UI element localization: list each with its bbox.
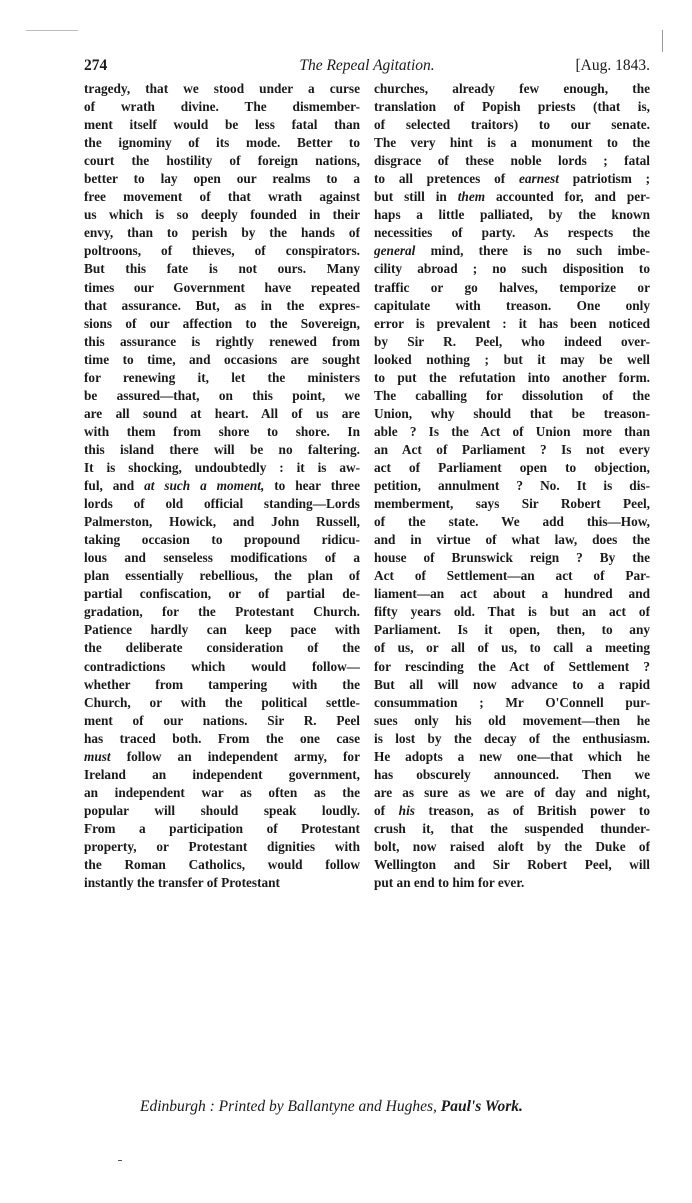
- text-run: sues only his old movement—then he: [374, 712, 650, 728]
- text-run: of wrath divine. The dismember-: [84, 99, 360, 115]
- text-line: [374, 820, 650, 838]
- text-run: cility abroad ; no such disposition to: [374, 261, 650, 277]
- text-line: [374, 603, 650, 621]
- text-run: contradictions which would follow—: [84, 658, 360, 674]
- text-line: [374, 116, 650, 134]
- scan-edge-mark: [662, 30, 663, 52]
- page-number: 274: [84, 57, 108, 74]
- text-line: [84, 260, 360, 278]
- text-run: poltroons, of thieves, of conspirators.: [84, 243, 360, 259]
- text-line: [84, 802, 360, 820]
- text-run: tragedy, that we stood under a curse: [84, 81, 360, 96]
- text-line: [374, 658, 650, 676]
- text-run: plan essentially rebellious, the plan of: [84, 568, 360, 584]
- text-line: [374, 242, 650, 260]
- text-run: From a participation of Protestant: [84, 820, 360, 836]
- text-line: [84, 513, 360, 531]
- italic-phrase: at such a moment,: [144, 478, 265, 494]
- text-line: [374, 531, 650, 549]
- text-run: bolt, now raised aloft by the Duke of: [374, 838, 650, 854]
- text-line: [374, 856, 650, 874]
- text-run: property, or Protestant dignities with: [84, 838, 360, 854]
- text-line: [374, 206, 650, 224]
- issue-date: [Aug. 1843.: [575, 57, 650, 74]
- text-line: [374, 730, 650, 748]
- scan-edge-mark: [26, 30, 78, 31]
- italic-phrase: his: [398, 802, 415, 818]
- text-run: Patience hardly can keep pace with: [84, 622, 360, 638]
- text-line: [84, 585, 360, 603]
- text-line: [84, 603, 360, 621]
- text-line: [84, 387, 360, 405]
- text-run: ment of our nations. Sir R. Peel: [84, 712, 360, 728]
- text-line: [84, 441, 360, 459]
- text-line: [84, 766, 360, 784]
- text-run: capitulate with treason. One only: [374, 297, 650, 313]
- text-run: accounted for, and per-: [485, 189, 650, 205]
- scan-edge-mark: [118, 1160, 122, 1161]
- text-line: [374, 134, 650, 152]
- text-line: [374, 766, 650, 784]
- text-line: [374, 784, 650, 802]
- text-line: [374, 405, 650, 423]
- text-run: put an end to him for ever.: [374, 875, 525, 891]
- imprint-works: Paul's Work.: [440, 1098, 523, 1115]
- text-line: [84, 784, 360, 802]
- text-run: translation of Popish priests (that is,: [374, 99, 650, 115]
- text-run: of us, or all of us, to call a meeting: [374, 640, 650, 656]
- italic-phrase: earnest: [519, 171, 559, 187]
- text-line: [374, 387, 650, 405]
- italic-phrase: must: [84, 748, 111, 764]
- right-text-column: [374, 80, 650, 892]
- text-run: of the state. We add this—How,: [374, 514, 650, 530]
- text-run: house of Brunswick reign ? By the: [374, 550, 650, 566]
- text-line: [84, 423, 360, 441]
- text-run: this assurance is rightly renewed from: [84, 333, 360, 349]
- text-line: [84, 116, 360, 134]
- text-line: [374, 477, 650, 495]
- text-run: traffic or go halves, temporize or: [374, 279, 650, 295]
- text-run: But this fate is not ours. Many: [84, 261, 360, 277]
- text-run: has obscurely announced. Then we: [374, 766, 650, 782]
- text-line: [374, 495, 650, 513]
- text-run: He adopts a new one—that which he: [374, 748, 650, 764]
- imprint-printer: Printed by Ballantyne and Hughes,: [218, 1098, 437, 1115]
- text-run: are as sure as we are of day and night,: [374, 784, 650, 800]
- text-line: [84, 856, 360, 874]
- text-run: follow an independent army, for: [110, 748, 360, 764]
- text-run: are all sound at heart. All of us are: [84, 405, 360, 421]
- text-run: is lost by the decay of the enthusiasm.: [374, 730, 650, 746]
- text-line: [374, 333, 650, 351]
- text-line: [84, 242, 360, 260]
- text-run: The caballing for dissolution of the: [374, 387, 650, 403]
- text-line: [374, 549, 650, 567]
- text-line: [374, 513, 650, 531]
- text-line: [374, 567, 650, 585]
- text-run: of: [374, 802, 399, 818]
- text-line: [374, 838, 650, 856]
- text-run: Act of Settlement—an act of Par-: [374, 568, 650, 584]
- text-run: envy, than to perish by the hands of: [84, 225, 360, 241]
- italic-phrase: general: [374, 243, 416, 259]
- text-run: Union, why should that be treason-: [374, 405, 650, 421]
- text-run: by Sir R. Peel, who indeed over-: [374, 333, 650, 349]
- text-run: times our Government have repeated: [84, 279, 360, 295]
- text-line: [374, 874, 650, 892]
- text-run: memberment, says Sir Robert Peel,: [374, 496, 650, 512]
- text-run: But all will now advance to a rapid: [374, 676, 650, 692]
- text-line: [374, 639, 650, 657]
- text-run: Ireland an independent government,: [84, 766, 360, 782]
- running-title: The Repeal Agitation.: [299, 57, 435, 74]
- text-line: [84, 297, 360, 315]
- text-run: instantly the transfer of Protestant: [84, 875, 280, 891]
- text-line: [84, 874, 360, 892]
- text-run: whether from tampering with the: [84, 676, 360, 692]
- left-text-column: [84, 80, 360, 892]
- text-line: [374, 585, 650, 603]
- text-line: [374, 748, 650, 766]
- text-run: crush it, that the suspended thunder-: [374, 820, 650, 836]
- text-run: taking occasion to propound ridicu-: [84, 532, 360, 548]
- text-run: patriotism ;: [558, 171, 650, 187]
- text-line: [374, 369, 650, 387]
- text-run: disgrace of these noble lords ; fatal: [374, 153, 650, 169]
- text-line: [84, 333, 360, 351]
- text-line: [84, 495, 360, 513]
- text-line: [374, 279, 650, 297]
- text-line: [84, 188, 360, 206]
- text-run: for renewing it, let the ministers: [84, 369, 360, 385]
- text-run: this island there will be no faltering.: [84, 441, 360, 457]
- imprint-place: Edinburgh :: [140, 1098, 215, 1115]
- text-run: Church, or with the political settle-: [84, 694, 360, 710]
- text-line: [84, 658, 360, 676]
- text-line: [374, 441, 650, 459]
- text-run: It is shocking, undoubtedly : it is aw-: [84, 459, 360, 475]
- text-run: the deliberate consideration of the: [84, 640, 360, 656]
- text-run: treason, as of British power to: [414, 802, 650, 818]
- text-line: [84, 351, 360, 369]
- text-line: [374, 423, 650, 441]
- text-line: [374, 260, 650, 278]
- text-run: court the hostility of foreign nations,: [84, 153, 360, 169]
- text-line: [374, 315, 650, 333]
- text-line: [84, 369, 360, 387]
- text-line: [84, 279, 360, 297]
- text-line: [84, 206, 360, 224]
- text-run: and in virtue of what law, does the: [374, 532, 650, 548]
- text-line: [84, 712, 360, 730]
- text-run: The very hint is a monument to the: [374, 135, 650, 151]
- text-run: free movement of that wrath against: [84, 189, 360, 205]
- text-run: partial confiscation, or of partial de-: [84, 586, 360, 602]
- text-line: [84, 224, 360, 242]
- text-line: [84, 820, 360, 838]
- text-line: [374, 712, 650, 730]
- text-run: the ignominy of its mode. Better to: [84, 135, 360, 151]
- text-line: [84, 152, 360, 170]
- text-run: to hear three: [264, 478, 360, 494]
- text-run: sions of our affection to the Sovereign,: [84, 315, 360, 331]
- text-line: [374, 98, 650, 116]
- text-run: error is prevalent : it has been noticed: [374, 315, 650, 331]
- text-run: better to lay open our realms to a: [84, 171, 360, 187]
- text-run: consummation ; Mr O'Connell pur-: [374, 694, 650, 710]
- text-run: fifty years old. That is but an act of: [374, 604, 650, 620]
- text-line: [84, 134, 360, 152]
- text-run: liament—an act about a hundred and: [374, 586, 650, 602]
- text-run: lous and senseless modifications of a: [84, 550, 360, 566]
- printer-imprint: [140, 1098, 600, 1116]
- text-run: gradation, for the Protestant Church.: [84, 604, 360, 620]
- text-run: with them from shore to shore. In: [84, 423, 360, 439]
- text-line: [374, 621, 650, 639]
- text-run: that assurance. But, as in the expres-: [84, 297, 360, 313]
- text-run: haps a little palliated, by the known: [374, 207, 650, 223]
- text-line: [84, 170, 360, 188]
- text-line: [374, 170, 650, 188]
- text-line: [84, 98, 360, 116]
- text-line: [374, 297, 650, 315]
- text-line: [374, 351, 650, 369]
- text-run: Parliament. Is it open, then, to any: [374, 622, 650, 638]
- text-run: Palmerston, Howick, and John Russell,: [84, 514, 360, 530]
- text-line: [84, 315, 360, 333]
- text-run: popular will should speak loudly.: [84, 802, 360, 818]
- text-run: an Act of Parliament ? Is not every: [374, 441, 650, 457]
- text-line: [374, 459, 650, 477]
- text-line: [374, 80, 650, 98]
- text-line: [84, 80, 360, 98]
- text-line: [84, 477, 360, 495]
- text-run: churches, already few enough, the: [374, 81, 650, 96]
- text-line: [84, 676, 360, 694]
- text-run: necessities of party. As respects the: [374, 225, 650, 241]
- text-run: act of Parliament open to objection,: [374, 459, 650, 475]
- text-line: [84, 748, 360, 766]
- text-run: to put the refutation into another form.: [374, 369, 650, 385]
- text-run: an independent war as often as the: [84, 784, 360, 800]
- text-line: [84, 730, 360, 748]
- text-line: [374, 676, 650, 694]
- text-line: [84, 405, 360, 423]
- text-line: [374, 188, 650, 206]
- text-line: [84, 549, 360, 567]
- text-run: looked nothing ; but it may be well: [374, 351, 650, 367]
- text-run: has traced both. From the one case: [84, 730, 360, 746]
- text-line: [374, 224, 650, 242]
- text-line: [84, 459, 360, 477]
- text-run: of selected traitors) to our senate.: [374, 117, 650, 133]
- text-line: [84, 639, 360, 657]
- text-line: [374, 802, 650, 820]
- text-run: us which is so deeply founded in their: [84, 207, 360, 223]
- text-line: [84, 838, 360, 856]
- text-run: ment itself would be less fatal than: [84, 117, 360, 133]
- text-run: the Roman Catholics, would follow: [84, 857, 360, 873]
- text-run: petition, annulment ? No. It is dis-: [374, 478, 650, 494]
- italic-phrase: them: [457, 189, 486, 205]
- text-run: ful, and: [84, 478, 145, 494]
- text-run: able ? Is the Act of Union more than: [374, 423, 650, 439]
- text-run: be assured—that, on this point, we: [84, 387, 360, 403]
- text-run: time to time, and occasions are sought: [84, 351, 360, 367]
- text-line: [374, 694, 650, 712]
- text-line: [84, 621, 360, 639]
- text-run: mind, there is no such imbe-: [415, 243, 650, 259]
- text-run: lords of old official standing—Lords: [84, 496, 360, 512]
- running-header: [84, 57, 650, 79]
- text-line: [84, 531, 360, 549]
- text-line: [84, 694, 360, 712]
- text-run: for rescinding the Act of Settlement ?: [374, 658, 650, 674]
- text-run: Wellington and Sir Robert Peel, will: [374, 857, 650, 873]
- text-line: [84, 567, 360, 585]
- text-run: but still in: [374, 189, 458, 205]
- text-line: [374, 152, 650, 170]
- text-run: to all pretences of: [374, 171, 519, 187]
